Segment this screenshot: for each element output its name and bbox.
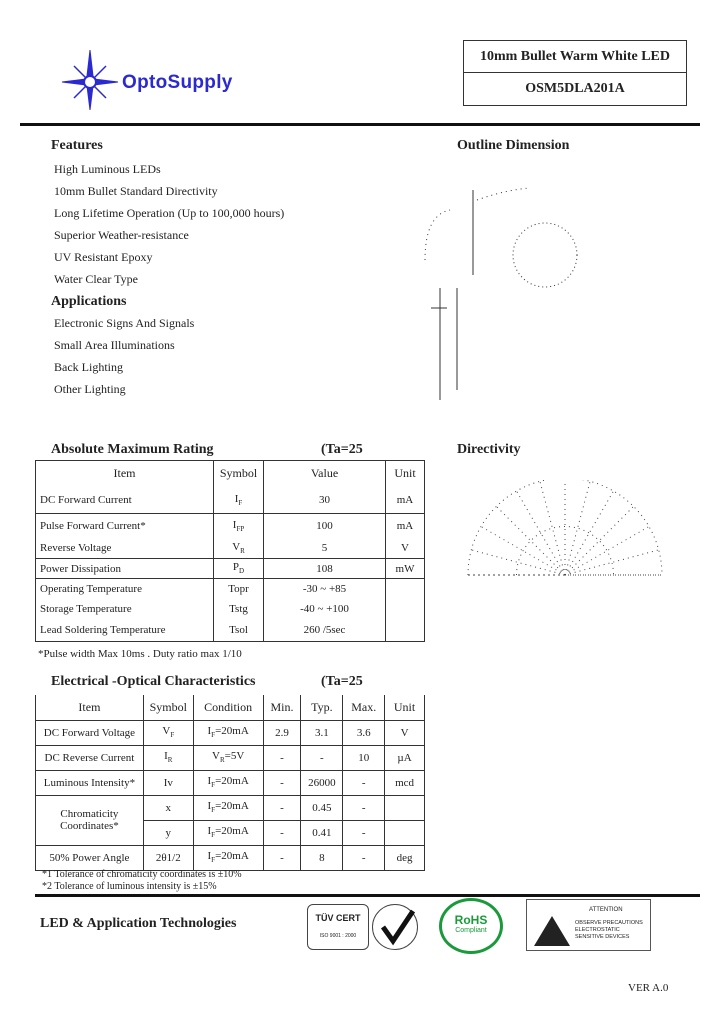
min-cell: - <box>263 820 301 845</box>
unit-cell <box>386 579 425 599</box>
tuv-label: TÜV CERT <box>315 913 361 923</box>
esd-warning-icon <box>532 914 572 948</box>
condition-cell <box>193 795 263 820</box>
rohs-badge <box>439 898 503 954</box>
iso-label: ISO 9001 : 2000 <box>319 933 357 939</box>
symbol-subscript: R <box>240 546 245 555</box>
unit-cell: mA <box>386 487 425 514</box>
symbol-cell <box>143 745 193 770</box>
application-item: Small Area Illuminations <box>54 338 175 352</box>
radial-grid-line <box>496 506 565 575</box>
star-logo-icon <box>60 48 120 112</box>
item-cell: Reverse Voltage <box>40 541 112 554</box>
table-row <box>36 795 425 820</box>
feature-item: High Luminous LEDs <box>54 162 161 176</box>
symbol-cell <box>214 514 264 538</box>
condition-value: =20mA <box>215 825 249 838</box>
condition-subscript: R <box>219 756 225 765</box>
item-cell: Operating Temperature <box>40 582 142 595</box>
min-cell: - <box>263 795 301 820</box>
column-header: Item <box>113 466 136 481</box>
value-cell: 260 /5sec <box>264 619 386 642</box>
footer-divider <box>35 894 700 897</box>
max-cell: 3.6 <box>343 720 385 745</box>
condition-symbol: I <box>207 800 212 813</box>
min-cell: - <box>263 745 301 770</box>
eo-footnote-1: *1 Tolerance of chromaticity coordinates is ±10% <box>42 869 242 880</box>
directivity-heading: Directivity <box>457 442 521 457</box>
radial-grid-line <box>565 527 649 576</box>
typ-cell: 3.1 <box>301 720 343 745</box>
item-cell: Power Dissipation <box>40 562 121 575</box>
column-header: Value <box>264 461 386 487</box>
symbol: V <box>232 540 241 553</box>
condition-cell <box>193 720 263 745</box>
item-cell: Storage Temperature <box>40 602 132 615</box>
application-item: Back Lighting <box>54 360 123 374</box>
item-cell: DC Forward Voltage <box>36 720 144 745</box>
radial-grid-line <box>565 550 659 575</box>
min-cell: 2.9 <box>263 720 301 745</box>
feature-item: Long Lifetime Operation (Up to 100,000 hours) <box>54 206 285 220</box>
table-row <box>36 514 425 538</box>
applications-heading: Applications <box>51 294 127 309</box>
symbol-cell <box>143 720 193 745</box>
symbol-subscript: D <box>239 567 245 576</box>
eo-condition: (Ta=25 <box>321 674 363 689</box>
features-heading: Features <box>51 138 103 153</box>
typ-cell: - <box>301 745 343 770</box>
value-cell: -40 ~ +100 <box>264 599 386 619</box>
eo-footnote-2: *2 Tolerance of luminous intensity is ±15% <box>42 881 217 892</box>
symbol-cell <box>143 845 193 870</box>
condition-cell <box>193 820 263 845</box>
radial-grid-line <box>471 550 565 575</box>
esd-text <box>575 920 643 941</box>
tuv-badge <box>307 904 369 950</box>
symbol: x <box>165 801 172 814</box>
symbol-subscript: F <box>238 498 243 507</box>
symbol-cell <box>143 795 193 820</box>
table-row <box>36 745 425 770</box>
value-cell: 5 <box>264 538 386 559</box>
value-cell: 30 <box>264 487 386 514</box>
feature-item: Superior Weather-resistance <box>54 228 189 242</box>
symbol: 2θ1/2 <box>155 851 181 864</box>
condition-value: =20mA <box>215 800 249 813</box>
unit-cell: mA <box>386 514 425 538</box>
symbol: y <box>165 826 172 839</box>
item-cell: Chromaticity Coordinates* <box>36 795 144 845</box>
product-title: 10mm Bullet Warm White LED <box>464 41 686 73</box>
unit-cell <box>385 820 425 845</box>
radial-grid-line <box>565 481 590 575</box>
condition-cell <box>193 845 263 870</box>
symbol-cell <box>143 770 193 795</box>
abs-max-condition: (Ta=25 <box>321 442 363 457</box>
column-header: Max. <box>343 695 385 720</box>
abs-max-table <box>35 460 425 642</box>
unit-cell <box>386 599 425 619</box>
column-header: Typ. <box>301 695 343 720</box>
feature-item: Water Clear Type <box>54 272 138 286</box>
table-row <box>36 579 425 599</box>
outline-heading: Outline Dimension <box>457 138 570 153</box>
unit-cell <box>386 619 425 642</box>
condition-value: =20mA <box>215 850 249 863</box>
typ-cell: 0.45 <box>301 795 343 820</box>
item-cell: 50% Power Angle <box>36 845 144 870</box>
symbol-cell <box>214 559 264 579</box>
condition-subscript: F <box>211 781 216 790</box>
max-cell: - <box>343 845 385 870</box>
table-row <box>36 845 425 870</box>
symbol-cell <box>214 487 264 514</box>
column-header: Condition <box>193 695 263 720</box>
abs-max-heading: Absolute Maximum Rating <box>51 442 214 457</box>
value-cell: 100 <box>264 514 386 538</box>
symbol: Tsol <box>229 623 248 636</box>
condition-cell <box>193 770 263 795</box>
item-cell: Pulse Forward Current* <box>40 519 146 532</box>
typ-cell: 8 <box>301 845 343 870</box>
symbol: P <box>232 561 240 574</box>
rohs-compliant-label: Compliant <box>455 927 487 934</box>
esd-line: SENSITIVE DEVICES <box>575 934 630 940</box>
item-cell: DC Forward Current <box>40 493 132 506</box>
unit-cell: deg <box>385 845 425 870</box>
certified-check-badge <box>372 904 418 950</box>
min-cell: - <box>263 845 301 870</box>
esd-line: ELECTROSTATIC <box>575 927 620 933</box>
table-header <box>36 695 425 720</box>
condition-symbol: V <box>212 750 220 763</box>
symbol: I <box>232 518 237 531</box>
symbol: Tstg <box>229 602 248 615</box>
symbol-subscript: R <box>167 756 173 765</box>
abs-max-footnote: *Pulse width Max 10ms . Duty ratio max 1/10 <box>38 648 242 660</box>
logo <box>60 48 270 112</box>
table-row <box>36 559 425 579</box>
esd-title: ATTENTION <box>589 907 623 913</box>
condition-value: =20mA <box>215 725 249 738</box>
radial-grid-line <box>540 481 565 575</box>
unit-cell: mW <box>386 559 425 579</box>
rohs-label: RoHS <box>454 913 488 927</box>
column-header: Unit <box>386 461 425 487</box>
symbol-cell <box>214 599 264 619</box>
brand-name: OptoSupply <box>122 72 233 93</box>
column-header: Unit <box>385 695 425 720</box>
column-header: Symbol <box>143 695 193 720</box>
esd-warning <box>526 899 651 951</box>
unit-cell: mcd <box>385 770 425 795</box>
directivity-chart <box>465 480 665 580</box>
max-cell: 10 <box>343 745 385 770</box>
radial-grid-line <box>565 491 614 575</box>
typ-cell: 0.41 <box>301 820 343 845</box>
symbol-cell <box>143 820 193 845</box>
value-cell: 108 <box>264 559 386 579</box>
symbol: Topr <box>228 582 249 595</box>
typ-cell: 26000 <box>301 770 343 795</box>
esd-line: OBSERVE PRECAUTIONS <box>575 920 643 926</box>
outline-dimension-drawing <box>395 180 595 420</box>
min-cell: - <box>263 770 301 795</box>
table-row <box>36 770 425 795</box>
value-cell: -30 ~ +85 <box>264 579 386 599</box>
eo-heading: Electrical -Optical Characteristics <box>51 674 256 689</box>
part-number: OSM5DLA201A <box>525 81 625 96</box>
feature-item: 10mm Bullet Standard Directivity <box>54 184 218 198</box>
radial-grid-line <box>565 506 634 575</box>
company-name: LED & Application Technologies <box>40 916 237 931</box>
symbol: Iv <box>163 776 173 789</box>
symbol-cell <box>214 579 264 599</box>
condition-symbol: I <box>207 725 212 738</box>
table-header <box>36 461 425 487</box>
header-divider <box>20 123 700 126</box>
checkmark-icon <box>373 905 419 951</box>
eo-table <box>35 695 425 871</box>
condition-subscript: F <box>211 806 216 815</box>
symbol-subscript: F <box>170 731 175 740</box>
item-cell: Luminous Intensity* <box>36 770 144 795</box>
condition-symbol: I <box>207 850 212 863</box>
item-cell: Lead Soldering Temperature <box>40 623 166 636</box>
column-header: Min. <box>263 695 301 720</box>
column-header: Item <box>36 695 144 720</box>
symbol: I <box>234 492 239 505</box>
column-header: Symbol <box>214 461 264 487</box>
table-row <box>36 599 425 619</box>
condition-cell <box>193 745 263 770</box>
max-cell: - <box>343 795 385 820</box>
unit-cell: V <box>385 720 425 745</box>
table-row <box>36 487 425 514</box>
table-row <box>36 538 425 559</box>
symbol-subscript: FP <box>236 524 245 533</box>
condition-symbol: I <box>207 775 212 788</box>
max-cell: - <box>343 820 385 845</box>
version-label: VER A.0 <box>628 982 669 994</box>
arc-grid-line <box>517 527 614 575</box>
condition-subscript: F <box>211 856 216 865</box>
condition-subscript: F <box>211 831 216 840</box>
condition-value: =20mA <box>215 775 249 788</box>
symbol: I <box>164 750 168 763</box>
table-row <box>36 720 425 745</box>
application-item: Electronic Signs And Signals <box>54 316 195 330</box>
max-cell: - <box>343 770 385 795</box>
condition-symbol: I <box>207 825 212 838</box>
symbol-cell <box>214 538 264 559</box>
condition-value: =5V <box>224 750 245 763</box>
symbol: V <box>162 725 171 738</box>
unit-cell <box>385 795 425 820</box>
application-item: Other Lighting <box>54 382 126 396</box>
item-cell: DC Reverse Current <box>36 745 144 770</box>
symbol-cell <box>214 619 264 642</box>
unit-cell: µA <box>385 745 425 770</box>
table-row <box>36 619 425 642</box>
unit-cell: V <box>386 538 425 559</box>
condition-subscript: F <box>211 731 216 740</box>
title-box <box>463 40 687 106</box>
feature-item: UV Resistant Epoxy <box>54 250 153 264</box>
